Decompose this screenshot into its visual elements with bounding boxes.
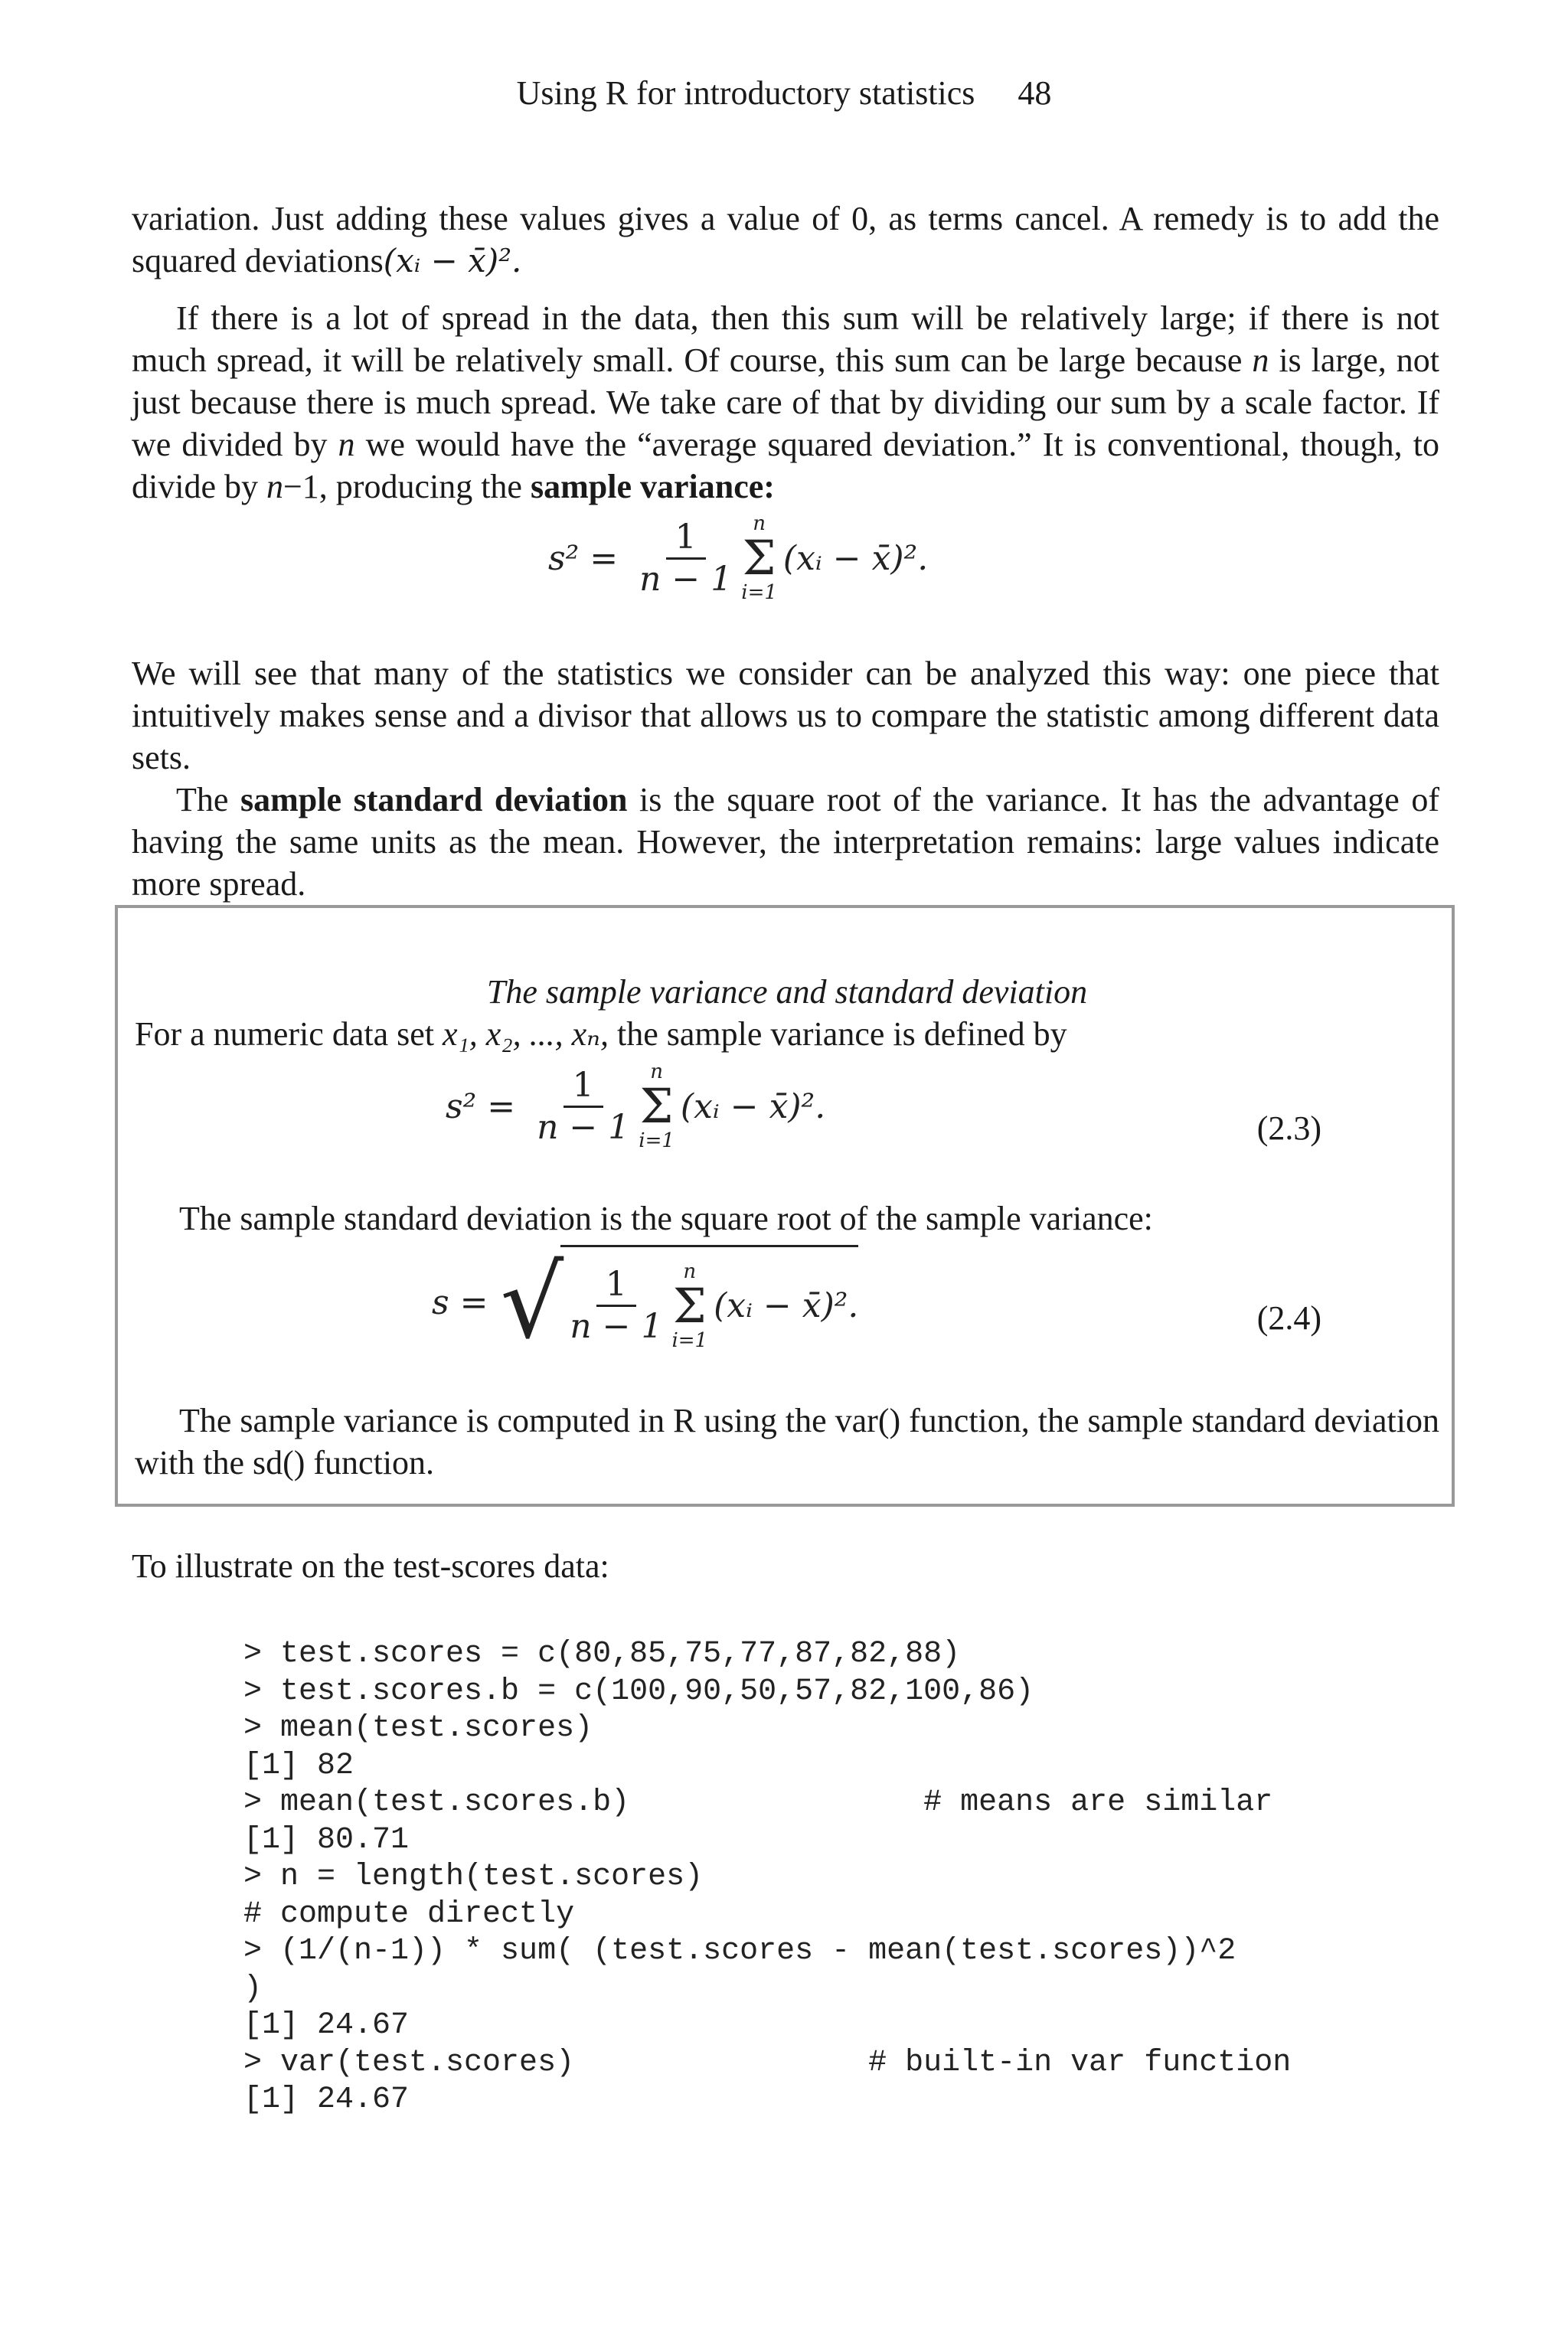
box-last-paragraph: The sample variance is computed in R using the var() function, the sample standard deviation with the sd() function. [135,1402,1439,1481]
term-sample-standard-deviation: sample standard deviation [240,781,628,818]
code-line: > mean(test.scores.b) # means are similar [243,1785,1273,1820]
box-sd-line: The sample standard deviation is the square root of the sample variance: [179,1200,1153,1237]
box-title: The sample variance and standard deviation [486,973,1088,1011]
formula-2-3: s² = $\frac{1}{n - 1}$ n Σ i=1 (xᵢ − x̄)². [446,1060,826,1152]
code-line: > test.scores = c(80,85,75,77,87,82,88) [243,1637,961,1671]
equation-label-2-3: (2.3) [1256,1109,1321,1147]
summation-symbol: n Σ i=1 [671,1259,708,1352]
code-line: # compute directly [243,1896,575,1932]
page-number: 48 [1018,74,1052,112]
code-line: > (1/(n-1)) * sum( (test.scores - mean(test.scores))^2 [243,1934,1236,1968]
code-line: > test.scores.b = c(100,90,50,57,82,100,86) [243,1674,1034,1709]
summation-symbol: n Σ i=1 [741,512,777,604]
code-line: [1] 80.71 [243,1822,410,1857]
para-illustrate: To illustrate on the test-scores data: [132,1547,609,1585]
inline-formula-squared-deviation: (xᵢ − x̄)². [383,242,522,279]
code-line: ) [243,1971,263,2006]
para1-text: variation. Just adding these values gives a value of 0, as terms cancel. A remedy is to add the squared deviations [132,200,1439,279]
r-code-listing [243,1636,1291,2119]
radical-symbol: √ [500,1244,564,1361]
code-line: [1] 24.67 [243,2082,410,2117]
para-standard-deviation: The sample standard deviation is the square root of the variance. It has the advantage of having the same units as the mean. However, the interpretation remains: large values indicate more spread. [132,781,1439,903]
para-variation [132,198,1439,282]
code-line: > mean(test.scores) [243,1711,593,1746]
code-line: > n = length(test.scores) [243,1860,704,1894]
para-statistics: We will see that many of the statistics we consider can be analyzed this way: one piece that intuitively makes sense and a divisor that allows us to compare the statistic among different data sets. [132,655,1439,776]
formula-2-4: s = √ $\frac{1}{n - 1}$ n Σ i=1 (xᵢ − x̄)². [432,1244,859,1361]
definition-box [115,905,1455,1507]
code-line: [1] 82 [243,1748,354,1783]
page-header [0,72,1568,115]
equation-label-2-4: (2.4) [1256,1299,1321,1337]
code-line: [1] 24.67 [243,2008,410,2043]
para-spread: If there is a lot of spread in the data, then this sum will be relatively large; if there is not much spread, it will be relatively small. Of course, this sum can be large because n is large, not just because there is much spread. We take care of that by dividing our sum by a scale factor. If we divided by n we would have the “average squared deviation.” It is conventional, though, to divide by n−1, producing the sample variance: [132,299,1439,505]
header-title: Using R for introductory statistics [516,74,975,112]
code-line: > var(test.scores) # built-in var function [243,2045,1292,2080]
term-sample-variance: sample variance: [530,468,775,505]
box-definition-line: For a numeric data set x₁, x₂, ..., xₙ, the sample variance is defined by [135,1015,1067,1053]
formula-sample-variance: s² = $\frac{1}{n - 1}$ n Σ i=1 (xᵢ − x̄)². [548,512,929,604]
summation-symbol: n Σ i=1 [639,1060,675,1152]
